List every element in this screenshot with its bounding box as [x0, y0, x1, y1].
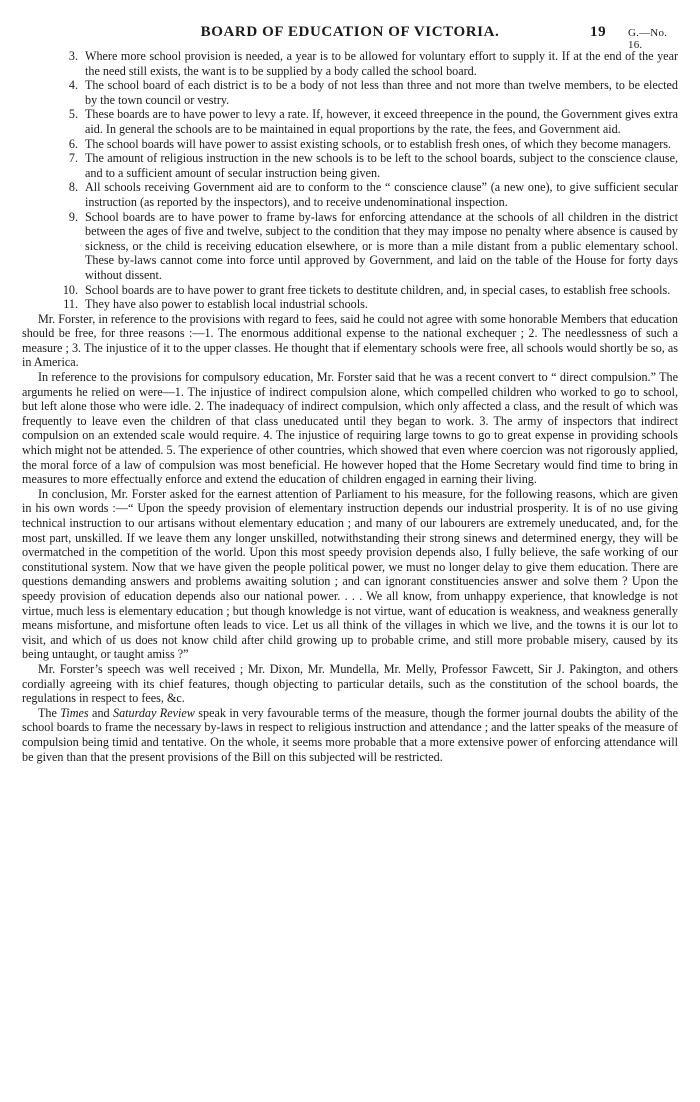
list-item: [22, 180, 678, 209]
list-item-text: Where more school provision is needed, a year is to be allowed for voluntary effort to supply it. If at the end of the year the need still exists, the want is to be supplied by a body called the school board.: [85, 49, 678, 78]
list-item: [22, 283, 678, 298]
running-title: BOARD OF EDUCATION OF VICTORIA.: [200, 24, 500, 40]
paragraph-compulsion: In reference to the provisions for compulsory education, Mr. Forster said that he was a recent convert to “ direct compulsion.” The arguments he relied on were—1. The injustice of indirect compulsion alone, which compelled children who worked to go to school, but left alone those who were idle. 2. The inadequacy of indirect compulsion, which only affected a class, and the result of which was frequently to leave even the children of that class uneducated until they began to work. 3. The army of inspectors that indirect compulsion on an extended scale would require. 4. The injustice of requiring large towns to go to great expense in providing schools which might not be attended. 5. The experience of other countries, which showed that even where coercion was not rigorously applied, the moral force of a law of compulsion was most beneficial. He however hoped that the Home Secretary would find time to bring in measures to more effectually enforce and extend the education of children engaged in earning their living.: [22, 370, 678, 487]
list-item-text: School boards are to have power to frame by-laws for enforcing attendance at the schools of all children in the district between the ages of five and twelve, subject to the condition that they may impose no penalty where absence is caused by sickness, or the child is receiving education elsewhere, or is more than a mile distant from a public elementary school. These by-laws cannot come into force until approved by Government, and laid on the table of the House for forty days without dissent.: [85, 209, 678, 282]
press-lead: The: [38, 705, 61, 720]
list-item-text: The school boards will have power to assist existing schools, or to establish fresh ones, of which they become managers.: [85, 136, 671, 151]
list-item-text: These boards are to have power to levy a rate. If, however, it exceed threepence in the pound, the Government gives extra aid. In general the schools are to be maintained in equal proportions by the rate, the fees, and Government aid.: [85, 107, 678, 136]
list-item-text: All schools receiving Government aid are to conform to the “ conscience clause” (a new one), to give sufficient secular instruction (as reported by the inspectors), and to receive undenominational inspection.: [85, 180, 678, 209]
list-item: [22, 297, 678, 312]
paragraph-reception: Mr. Forster’s speech was well received ; Mr. Dixon, Mr. Mundella, Mr. Melly, Professor Fawcett, Sir J. Pakington, and others cordially agreeing with its chief features, though objecting to particular details, such as the constitution of the school boards, the regulations in respect to fees, &c.: [22, 661, 678, 706]
paragraph-press: [22, 706, 678, 764]
list-item-number: 6.: [68, 136, 78, 151]
list-item-text: The school board of each district is to be a body of not less than three and not more than twelve members, to be elected by the town council or vestry.: [85, 78, 678, 107]
list-item-text: They have also power to establish local industrial schools.: [85, 297, 368, 312]
list-item: [22, 137, 678, 152]
list-item-number: 7.: [68, 151, 78, 166]
paragraph-fees: Mr. Forster, in reference to the provisions with regard to fees, said he could not agree with some honorable Members that education should be free, for three reasons :—1. The enormous additional expense to the national exchequer ; 2. The needlessness of such a measure ; 3. The injustice of it to the upper classes. He thought that if elementary schools were free, all schools would shortly be so, as in America.: [22, 311, 678, 370]
list-item: [22, 151, 678, 180]
list-item-number: 11.: [63, 297, 78, 312]
list-item: [22, 49, 678, 78]
times-title: Times: [60, 705, 89, 720]
list-item-text: School boards are to have power to grant free tickets to destitute children, and, in special cases, to establish free schools.: [85, 282, 671, 297]
document-reference: G.—No. 16.: [628, 27, 668, 51]
list-item-number: 8.: [68, 180, 78, 195]
page-number: 19: [590, 24, 607, 40]
list-item-number: 4.: [68, 78, 78, 93]
paragraph-conclusion: In conclusion, Mr. Forster asked for the earnest attention of Parliament to his measure, for the following reasons, which are given in his own words :—“ Upon the speedy provision of elementary instruction depends our industrial prosperity. It is of no use giving technical instruction to our artisans without elementary education ; and many of our labourers are extremely uneducated, and, for the most part, unskilled. If we leave them any longer unskilled, notwithstanding their strong sinews and determined energy, they will be overmatched in the competition of the world. Upon this most speedy provision depends also, I fully believe, the safe working of our constitutional system. Now that we have given the people political power, we must no longer delay to give them education. There are questions demanding answers and problems awaiting solution ; and can ignorant constituencies answer and solve them ? Upon the speedy provision of education depends also our national power. . . . We all know, from unhappy experience, that knowledge is not virtue, much less is elementary education ; but though knowledge is not virtue, want of education is weakness, and weakness generally means misfortune, and misfortune often leads to vice. Let us all think of the villages in which we live, and the towns it is our lot to visit, and which of us does not know child after child growing up to probable crime, and still more probable misery, caused by its being untaught, or taught amiss ?”: [22, 486, 678, 662]
saturday-review-title: Saturday Review: [113, 705, 195, 720]
page-body: [22, 49, 678, 764]
page-header: [22, 22, 678, 51]
provisions-list: [22, 49, 678, 312]
list-item: [22, 210, 678, 283]
list-item-number: 9.: [68, 209, 78, 224]
press-text: speak in very favourable terms of the measure, though the former journal doubts the ability of the school boards to frame the necessary by-laws in respect to religious instruction and attendance ; and the latter speaks of the measure of compulsion being timid and tentative. On the whole, it seems more probable that a more extensive power of enforcing attendance will be given than that the present provisions of the Bill on this subjected will be restricted.: [22, 705, 678, 764]
list-item-number: 10.: [62, 282, 78, 297]
list-item-number: 3.: [68, 49, 78, 63]
list-item-text: The amount of religious instruction in the new schools is to be left to the school boards, subject to the conscience clause, and to a sufficient amount of secular instruction being given.: [85, 151, 678, 180]
press-and: and: [88, 705, 113, 720]
list-item: [22, 78, 678, 107]
list-item-number: 5.: [68, 107, 78, 122]
list-item: [22, 107, 678, 136]
